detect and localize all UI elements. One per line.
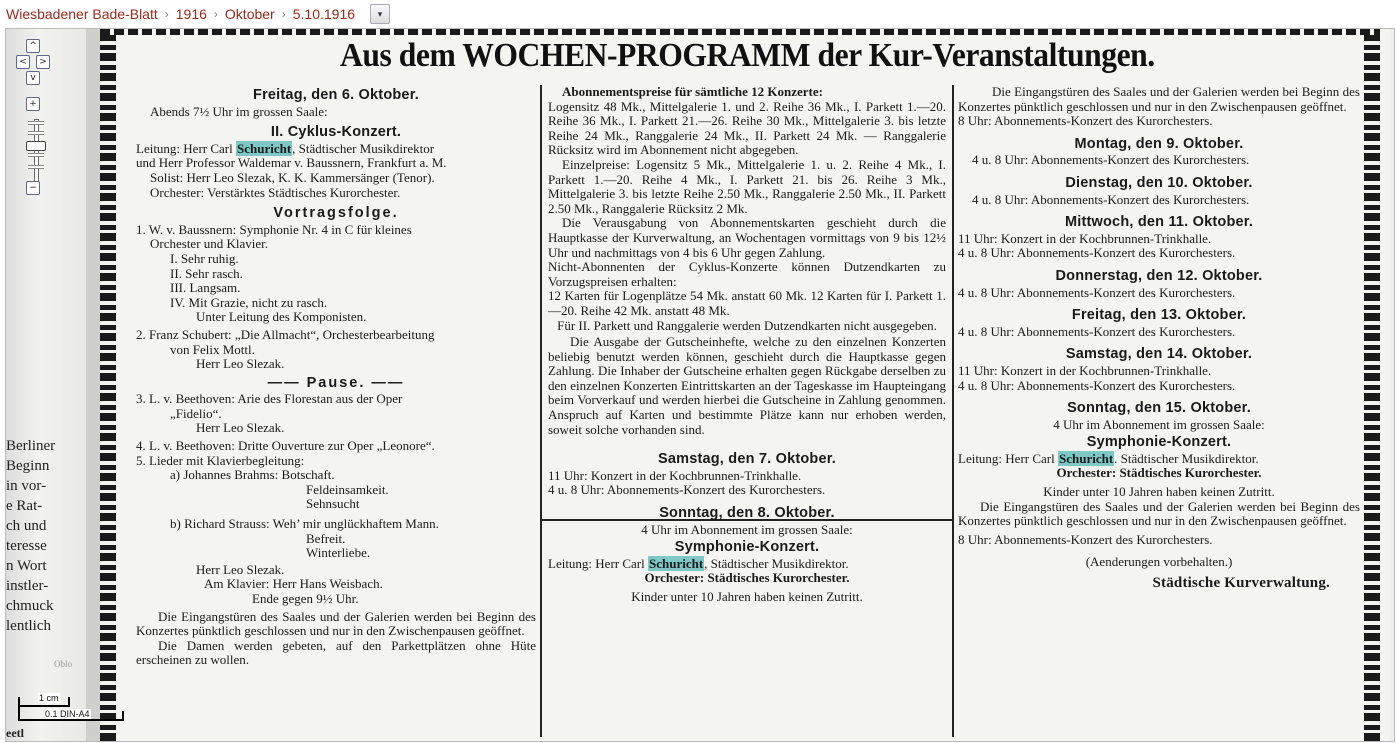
event-time: 4 Uhr im Abonnement im grossen Saale: bbox=[641, 521, 853, 537]
zoom-pan-controls bbox=[14, 37, 50, 197]
pan-right-button[interactable] bbox=[36, 55, 50, 69]
arrow-left-icon: < bbox=[19, 57, 27, 67]
orchestra-line: Orchester: Städtisches Kurorchester. bbox=[644, 570, 850, 586]
conductor-title: , Städtischer Musikdirektor. bbox=[704, 555, 849, 571]
conductor-label: Leitung: Herr Carl bbox=[136, 140, 236, 156]
breadcrumb-year[interactable]: 1916 bbox=[175, 6, 207, 22]
column-2 bbox=[548, 85, 946, 605]
day-heading: Freitag, den 13. Oktober. bbox=[1071, 307, 1247, 324]
minus-icon: − bbox=[29, 183, 37, 193]
breadcrumb-month[interactable]: Oktober bbox=[224, 6, 275, 22]
day-heading: Dienstag, den 10. Oktober. bbox=[1065, 174, 1253, 191]
notice-text: Kinder unter 10 Jahren haben keinen Zutritt. bbox=[1043, 484, 1275, 500]
schedule-line: 11 Uhr: Konzert in der Kochbrunnen-Trinkhalle. bbox=[958, 230, 1212, 246]
schedule-line: 4 u. 8 Uhr: Abonnements-Konzert des Kurorchesters. bbox=[958, 377, 1236, 393]
notice-text: Kinder unter 10 Jahren haben keinen Zutritt. bbox=[631, 589, 863, 604]
concert-title: II. Cyklus-Konzert. bbox=[270, 124, 402, 141]
fragment-text: ch und bbox=[6, 518, 47, 534]
schedule-line: 8 Uhr: Abonnements-Konzert des Kurorchesters. bbox=[958, 113, 1213, 129]
dozen-card-text: 12 Karten für Logenplätze 54 Mk. anstatt 60 Mk. 12 Karten für I. Parkett 1.—20. Reihe 42 Mk. anstatt 48 Mk. bbox=[548, 288, 946, 318]
single-price-text: Einzelpreise: Logensitz 5 Mk., Mittelgalerie 1. u. 2. Reihe 4 Mk., I. Parkett 1.—20. Reihe 4 Mk., I. Parkett 21. bis 26. Reihe 3 Mk., Mittelgalerie 3. bis letzte Reihe 2.50 Mk., Ranggalerie 2.50 Mk., II. Parkett 2.50 Mk., Ranggalerie Rücksitz 2 Mk. bbox=[548, 156, 946, 216]
fragment-text: eetl bbox=[6, 726, 24, 740]
pan-left-button[interactable] bbox=[16, 55, 30, 69]
newspaper-page bbox=[100, 29, 1390, 741]
search-highlight[interactable]: Schuricht bbox=[237, 140, 292, 156]
program-item: 1. W. v. Baussnern: Symphonie Nr. 4 in C für kleines bbox=[136, 221, 412, 237]
concert-title: Symphonie-Konzert. bbox=[674, 539, 820, 556]
program-item: Herr Leo Slezak. bbox=[196, 561, 285, 577]
non-subscriber-text: Nicht-Abonnenten der Cyklus-Konzerte können Dutzendkarten zu Vorzugspreisen erhalten: bbox=[548, 259, 946, 289]
page-border-left bbox=[100, 29, 116, 741]
scale-label-din: 0.1 DIN-A4 bbox=[45, 709, 90, 719]
fragment-text: e Rat- bbox=[6, 498, 43, 514]
pause-heading: —— Pause. —— bbox=[267, 374, 405, 391]
program-item: a) Johannes Brahms: Botschaft. bbox=[170, 467, 335, 483]
page-gutter bbox=[86, 29, 100, 741]
conductor-label: Leitung: Herr Carl bbox=[548, 555, 648, 571]
fragment-text: lentlich bbox=[6, 618, 51, 634]
voucher-text: Die Ausgabe der Gutscheinhefte, welche zu den einzelnen Konzerten beliebig benutzt werden können, geschieht durch die Hauptkasse gegen Zahlung. Die Inhaber der Gutscheine erhalten gegen Rückgabe derselben zu den einzelnen Konzerten Eintrittskarten an der Tageskasse im Haupteingang beim Vorverkauf und werden hierbei die Gutscheine in Zahlung genommen. Anspruch auf Karten und bestimmte Plätze kann nur erhoben werden, soweit solche vorhanden sind. bbox=[548, 334, 946, 437]
program-item: III. Langsam. bbox=[170, 280, 241, 296]
schedule-line: 4 u. 8 Uhr: Abonnements-Konzert des Kurorchesters. bbox=[958, 323, 1236, 339]
breadcrumb-separator-icon: › bbox=[213, 7, 218, 21]
program-item: von Felix Mottl. bbox=[170, 341, 255, 357]
orchestra-line: Orchester: Städtisches Kurorchester. bbox=[1056, 465, 1262, 481]
program-item: Befreit. bbox=[306, 530, 346, 546]
page-headline: Aus dem WOCHEN-PROGRAMM der Kur-Veranstaltungen. bbox=[340, 37, 1155, 74]
scale-bar bbox=[14, 693, 134, 723]
zoom-slider-handle[interactable] bbox=[26, 141, 46, 151]
program-item: Unter Leitung des Komponisten. bbox=[196, 309, 367, 325]
program-item: I. Sehr ruhig. bbox=[170, 250, 239, 266]
program-item: II. Sehr rasch. bbox=[170, 265, 243, 281]
column-rule bbox=[540, 85, 542, 737]
zoom-slider-tick bbox=[28, 165, 44, 169]
program-item: 3. L. v. Beethoven: Arie des Florestan aus der Oper bbox=[136, 391, 403, 407]
ticket-sales-text: Die Verausgabung von Abonnementskarten geschieht durch die Hauptkasse der Kurverwaltung, an Wochentagen vormittags von 9 bis 12½ Uhr und nachmittags von 4 bis 6 Uhr gegen Zahlung. bbox=[548, 215, 946, 260]
schedule-line: 4 u. 8 Uhr: Abonnements-Konzert des Kurorchesters. bbox=[958, 245, 1236, 261]
day-heading: Sonntag, den 8. Oktober. bbox=[659, 505, 835, 522]
zoom-in-button[interactable] bbox=[26, 97, 40, 111]
program-heading: Vortragsfolge. bbox=[273, 205, 399, 222]
program-item: Am Klavier: Herr Hans Weisbach. bbox=[204, 576, 383, 592]
subscription-text: Logensitz 48 Mk., Mittelgalerie 1. und 2. Reihe 36 Mk., I. Parkett 1.—20. Reihe 36 Mk., I. Parkett 21.—26. Reihe 30 Mk., Mittelgalerie 3. bis letzte Reihe 24 Mk., Ranggalerie 24 Mk., II. Parkett 24 Mk. — Ranggalerie Rücksitz wird im Abonnement nicht abgegeben. bbox=[548, 98, 946, 158]
fragment-text: instler- bbox=[6, 578, 49, 594]
schedule-line: 11 Uhr: Konzert in der Kochbrunnen-Trinkhalle. bbox=[548, 467, 802, 483]
program-item: Sehnsucht bbox=[306, 496, 360, 512]
event-time: Abends 7½ Uhr im grossen Saale: bbox=[150, 103, 328, 119]
day-heading: Sonntag, den 15. Oktober. bbox=[1067, 400, 1251, 417]
column-3 bbox=[958, 85, 1360, 593]
day-heading: Donnerstag, den 12. Oktober. bbox=[1055, 267, 1263, 284]
program-item: b) Richard Strauss: Weh’ mir unglückhaftem Mann. bbox=[170, 516, 439, 532]
day-heading: Montag, den 9. Oktober. bbox=[1074, 135, 1244, 152]
search-highlight[interactable]: Schuricht bbox=[1059, 450, 1114, 466]
pan-up-button[interactable] bbox=[26, 39, 40, 53]
program-item: 5. Lieder mit Klavierbegleitung: bbox=[136, 452, 305, 468]
day-heading: Samstag, den 14. Oktober. bbox=[1065, 346, 1253, 363]
program-item: Orchester und Klavier. bbox=[150, 236, 269, 252]
program-item: 2. Franz Schubert: „Die Allmacht“, Orchesterbearbeitung bbox=[136, 326, 435, 342]
zoom-slider-tick bbox=[28, 153, 44, 157]
fragment-text: Berliner bbox=[6, 438, 56, 454]
conductor-title: , Städtischer Musikdirektor bbox=[292, 140, 435, 156]
conductor-line: und Herr Professor Waldemar v. Baussnern, Frankfurt a. M. bbox=[136, 155, 447, 171]
breadcrumb-date[interactable]: 5.10.1916 bbox=[292, 6, 356, 22]
scale-line bbox=[122, 711, 124, 721]
fragment-text: in vor- bbox=[6, 478, 47, 494]
breadcrumb-newspaper[interactable]: Wiesbadener Bade-Blatt bbox=[6, 6, 158, 22]
fragment-text: chmuck bbox=[6, 598, 54, 614]
program-item: Ende gegen 9½ Uhr. bbox=[252, 591, 359, 606]
schedule-line: 4 u. 8 Uhr: Abonnements-Konzert des Kurorchesters. bbox=[958, 284, 1236, 300]
date-dropdown-button[interactable] bbox=[370, 4, 390, 24]
schedule-line: 4 u. 8 Uhr: Abonnements-Konzert des Kurorchesters. bbox=[972, 152, 1250, 168]
scale-line bbox=[68, 697, 70, 707]
page-image-viewer[interactable] bbox=[5, 28, 1395, 742]
notice-text: Die Damen werden gebeten, auf den Parkettplätzen ohne Hüte erscheinen zu wollen. bbox=[136, 637, 536, 668]
program-item: IV. Mit Grazie, nicht zu rasch. bbox=[170, 294, 328, 310]
event-time: 4 Uhr im Abonnement im grossen Saale: bbox=[1053, 416, 1265, 432]
fragment-text: Oblo bbox=[54, 659, 72, 669]
conductor-label: Leitung: Herr Carl bbox=[958, 450, 1058, 466]
search-highlight[interactable]: Schuricht bbox=[649, 555, 704, 571]
arrow-up-icon: ^ bbox=[29, 41, 37, 51]
zoom-slider-tick bbox=[28, 121, 44, 125]
column-1 bbox=[136, 85, 536, 668]
breadcrumb bbox=[0, 0, 1396, 28]
day-heading: Samstag, den 7. Oktober. bbox=[657, 451, 837, 468]
day-heading: Freitag, den 6. Oktober. bbox=[253, 87, 419, 103]
scale-line bbox=[18, 705, 68, 707]
arrow-down-icon: v bbox=[30, 73, 36, 83]
dozen-card-note: Für II. Parkett und Ranggalerie werden Dutzendkarten nicht ausgegeben. bbox=[557, 317, 937, 333]
program-item: Herr Leo Slezak. bbox=[196, 356, 285, 372]
scale-label-cm: 1 cm bbox=[39, 693, 59, 703]
zoom-slider-track[interactable] bbox=[34, 119, 39, 185]
notice-text: Die Eingangstüren des Saales und der Galerien werden bei Beginn des Konzertes pünktlich geschlossen und nur in den Zwischenpausen geöffnet. bbox=[958, 498, 1360, 529]
plus-icon: + bbox=[29, 99, 37, 109]
program-item: „Fidelio“. bbox=[170, 405, 222, 421]
zoom-out-button[interactable] bbox=[26, 181, 40, 195]
page-border-top bbox=[100, 29, 1380, 35]
fragment-text: Beginn bbox=[6, 458, 50, 474]
fragment-text: teresse bbox=[6, 538, 47, 554]
chevron-down-icon: ▾ bbox=[377, 8, 383, 19]
subscription-heading: Abonnementspreise für sämtliche 12 Konzerte: bbox=[562, 84, 823, 99]
concert-title: Symphonie-Konzert. bbox=[1086, 434, 1232, 451]
signature-text: Städtische Kurverwaltung. bbox=[1152, 575, 1330, 592]
scale-line bbox=[18, 719, 124, 721]
breadcrumb-separator-icon: › bbox=[164, 7, 169, 21]
conductor-title: . Städtischer Musikdirektor. bbox=[1114, 450, 1259, 466]
breadcrumb-separator-icon: › bbox=[281, 7, 286, 21]
scale-line bbox=[18, 697, 20, 719]
schedule-line: 4 u. 8 Uhr: Abonnements-Konzert des Kurorchesters. bbox=[548, 482, 826, 498]
page-border-right bbox=[1364, 29, 1380, 741]
notice-text: Die Eingangstüren des Saales und der Galerien werden bei Beginn des Konzertes pünktlich geschlossen und nur in den Zwischenpausen geöffnet. bbox=[136, 608, 536, 639]
arrow-right-icon: > bbox=[39, 57, 47, 67]
program-item: Winterliebe. bbox=[306, 545, 371, 561]
day-heading: Mittwoch, den 11. Oktober. bbox=[1064, 214, 1254, 231]
notice-text: Die Eingangstüren des Saales und der Galerien werden bei Beginn des Konzertes pünktlich geschlossen und nur in den Zwischenpausen geöffnet. bbox=[958, 84, 1360, 114]
program-item: Feldeinsamkeit. bbox=[306, 481, 389, 497]
schedule-line: 4 u. 8 Uhr: Abonnements-Konzert des Kurorchesters. bbox=[972, 191, 1250, 207]
fragment-text: n Wort bbox=[6, 558, 47, 574]
orchestra-line: Orchester: Verstärktes Städtisches Kurorchester. bbox=[150, 184, 401, 200]
program-item: 4. L. v. Beethoven: Dritte Ouverture zur Oper „Leonore“. bbox=[136, 438, 435, 454]
zoom-slider-tick bbox=[28, 131, 44, 135]
schedule-line: 8 Uhr: Abonnements-Konzert des Kurorchesters. bbox=[958, 531, 1213, 547]
pan-down-button[interactable] bbox=[26, 71, 40, 85]
notice-text: (Aenderungen vorbehalten.) bbox=[1085, 554, 1233, 570]
schedule-line: 11 Uhr: Konzert in der Kochbrunnen-Trinkhalle. bbox=[958, 362, 1212, 378]
program-item: Herr Leo Slezak. bbox=[196, 420, 285, 436]
soloist-line: Solist: Herr Leo Slezak, K. K. Kammersänger (Tenor). bbox=[150, 169, 435, 185]
column-rule bbox=[952, 85, 954, 737]
